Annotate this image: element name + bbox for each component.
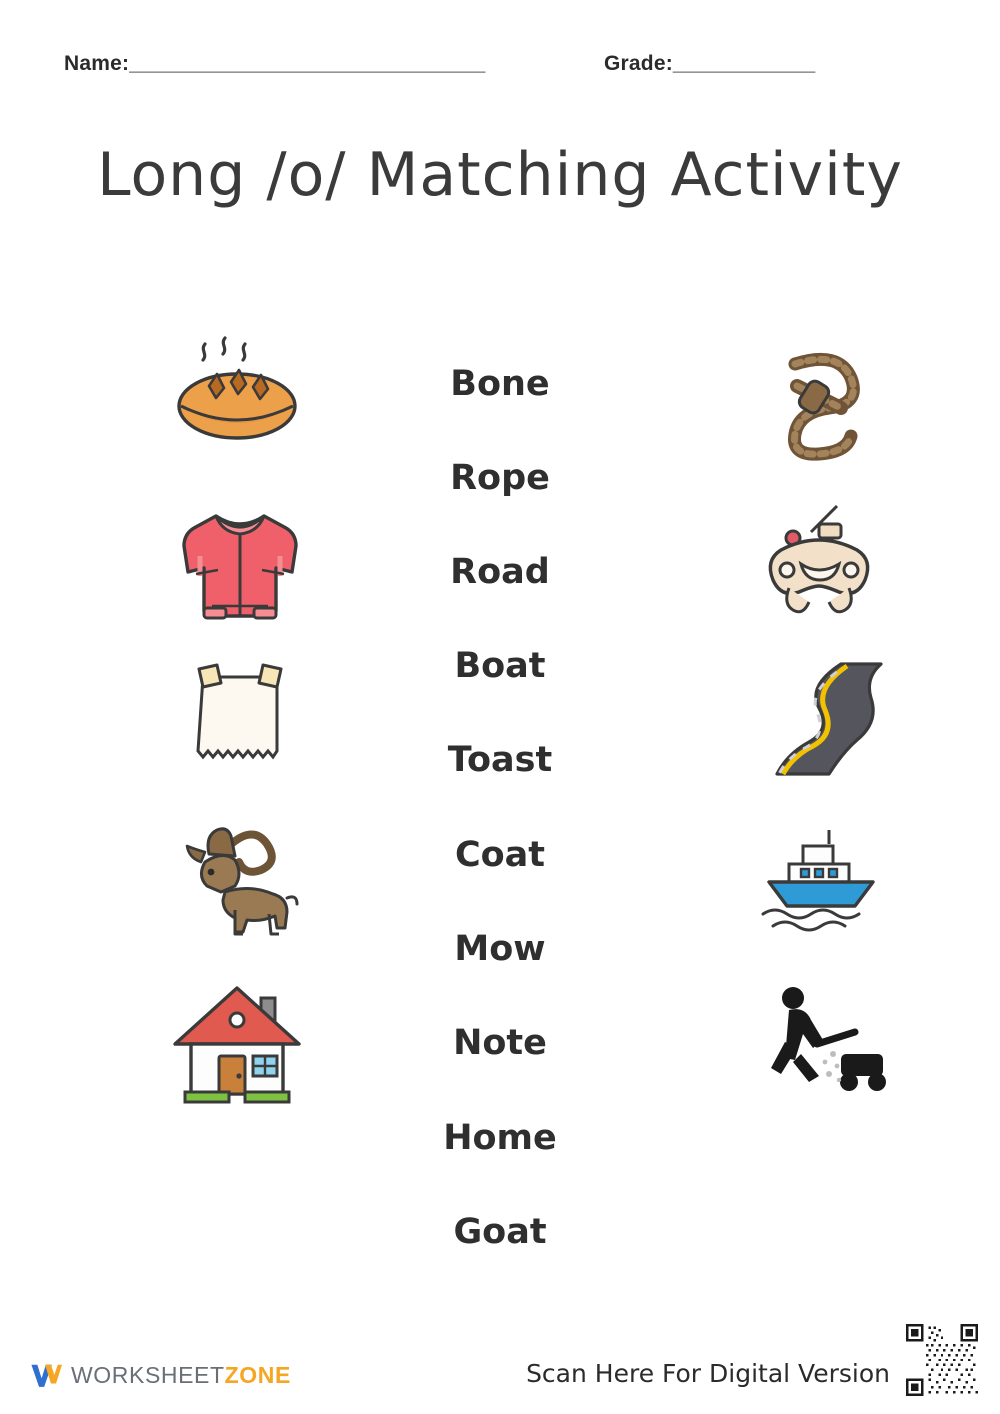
page-title: Long /o/ Matching Activity [97,140,903,210]
word-item[interactable]: Mow [454,929,546,969]
word-item[interactable]: Boat [454,646,546,686]
lawn-mower-icon[interactable] [720,960,920,1120]
jacket-icon[interactable] [140,480,340,640]
note-paper-icon[interactable] [140,640,340,800]
worksheet-header [0,52,1000,76]
word-item[interactable]: Rope [450,458,550,498]
logo-word-zone: ZONE [224,1361,291,1388]
logo-word-worksheet: WORKSHEET [71,1361,225,1388]
word-item[interactable]: Toast [447,740,553,780]
bone-pelvis-icon[interactable] [720,480,920,640]
road-icon[interactable] [720,640,920,800]
word-item[interactable]: Coat [454,835,546,875]
word-item[interactable]: Home [443,1118,557,1158]
logo-text [71,1362,291,1389]
scan-instruction-text: Scan Here For Digital Version [526,1359,890,1388]
word-item[interactable]: Road [450,552,550,592]
matching-activity-area [0,320,1000,1320]
bread-loaf-icon[interactable] [140,320,340,480]
word-item[interactable]: Note [453,1023,547,1063]
word-item[interactable]: Bone [450,364,550,404]
grade-field-label: Grade:____________ [604,52,816,75]
qr-code[interactable] [906,1324,978,1396]
goat-icon[interactable] [140,800,340,960]
boat-icon[interactable] [720,800,920,960]
worksheet-zone-logo[interactable] [28,1358,291,1392]
word-item[interactable]: Goat [453,1212,547,1252]
house-icon[interactable] [140,960,340,1120]
rope-icon[interactable] [720,320,920,480]
logo-mark-icon [28,1358,62,1392]
name-field-label: Name:______________________________ [64,52,486,75]
